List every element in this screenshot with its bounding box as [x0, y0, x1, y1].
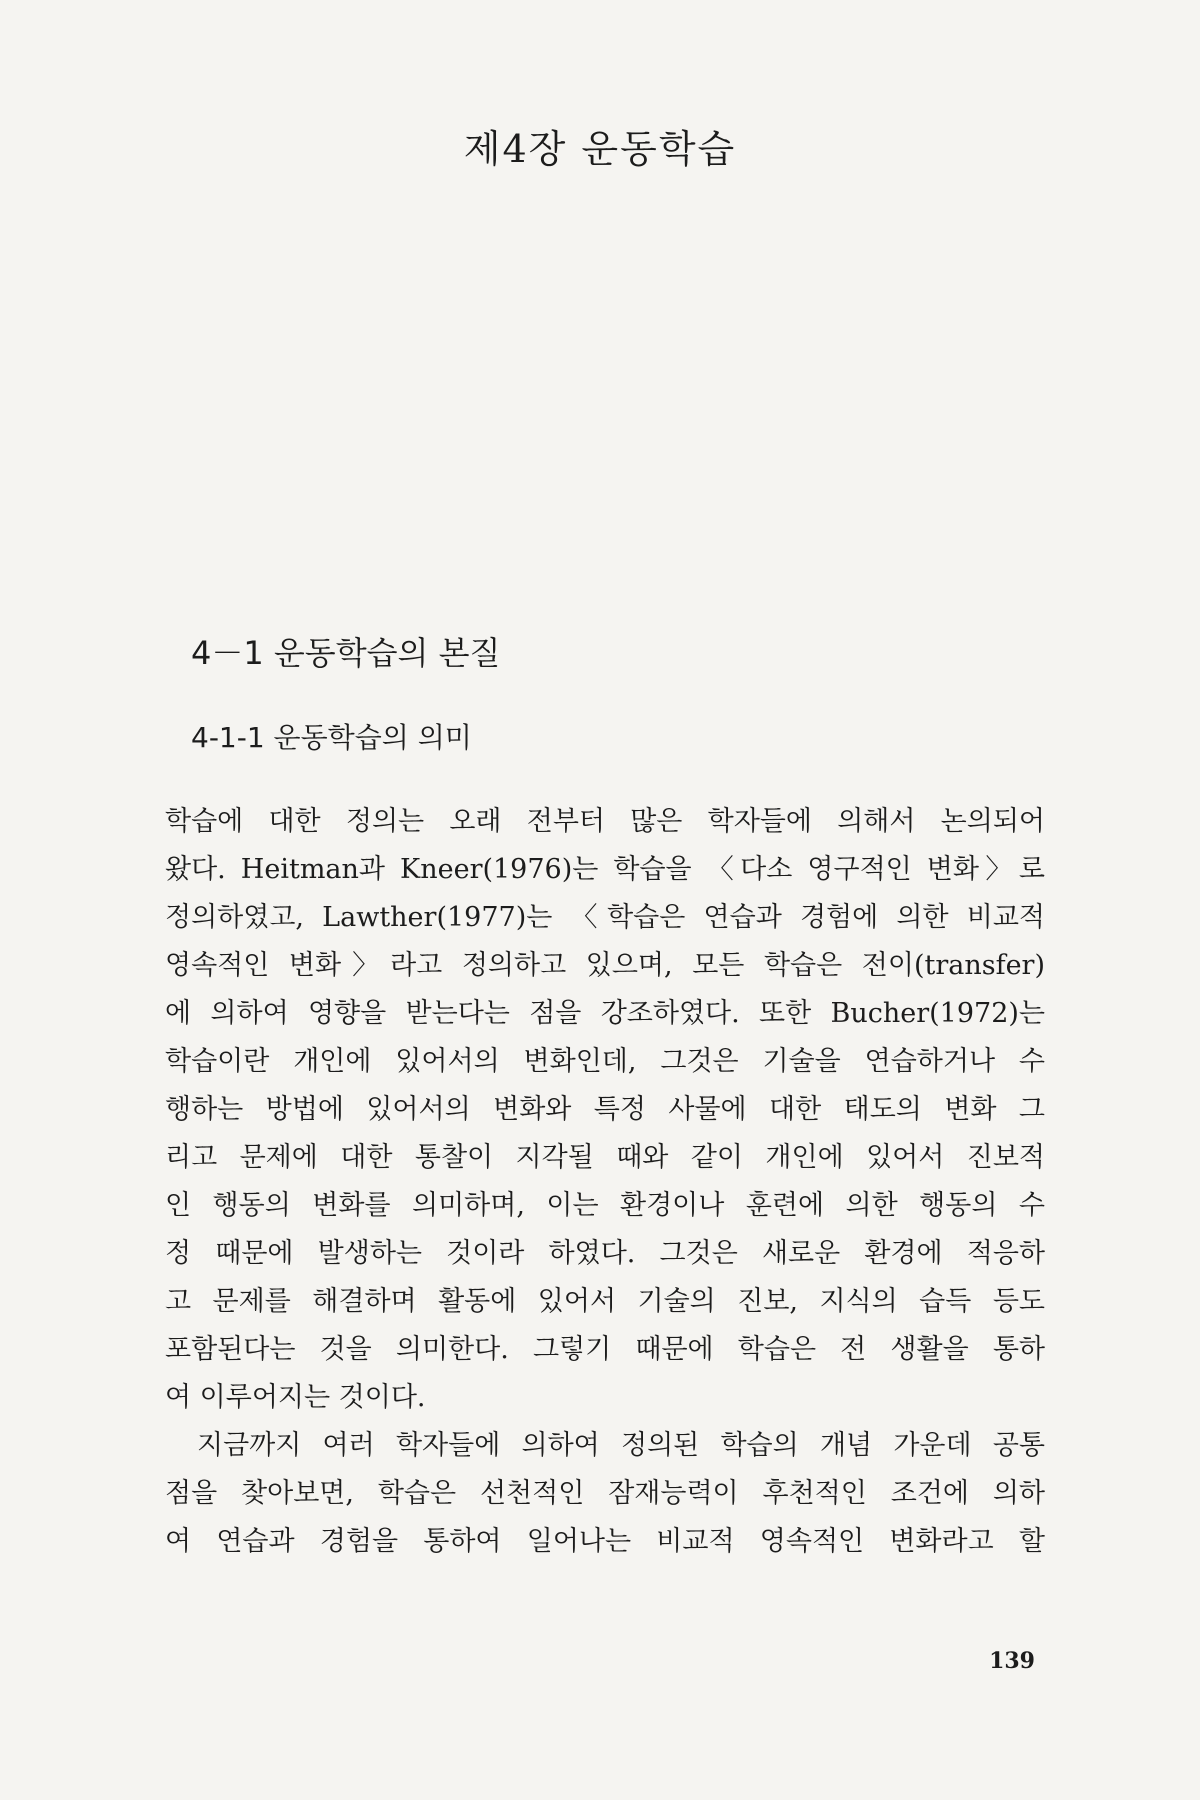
- body-line: 정의하였고, Lawther(1977)는 〈학습은 연습과 경험에 의한 비교적: [165, 902, 1045, 933]
- body-line: 학습에 대한 정의는 오래 전부터 많은 학자들에 의해서 논의되어: [165, 806, 1045, 837]
- section-title: 4－1 운동학습의 본질: [191, 634, 501, 672]
- body-line: 점을 찾아보면, 학습은 선천적인 잠재능력이 후천적인 조건에 의하: [165, 1478, 1045, 1509]
- page-number: 139: [989, 1648, 1035, 1674]
- body-line: 영속적인 변화〉라고 정의하고 있으며, 모든 학습은 전이(transfer): [165, 950, 1045, 981]
- body-line: 행하는 방법에 있어서의 변화와 특정 사물에 대한 태도의 변화 그: [165, 1094, 1045, 1125]
- chapter-title: 제4장 운동학습: [463, 127, 737, 171]
- body-text: [165, 798, 1045, 1566]
- body-line: 고 문제를 해결하며 활동에 있어서 기술의 진보, 지식의 습득 등도: [165, 1286, 1045, 1317]
- body-line: 지금까지 여러 학자들에 의하여 정의된 학습의 개념 가운데 공통: [197, 1430, 1045, 1461]
- body-line: 인 행동의 변화를 의미하며, 이는 환경이나 훈련에 의한 행동의 수: [165, 1190, 1045, 1221]
- subsection-title: 4-1-1 운동학습의 의미: [191, 721, 472, 754]
- body-line: 학습이란 개인에 있어서의 변화인데, 그것은 기술을 연습하거나 수: [165, 1046, 1045, 1077]
- body-line: 여 연습과 경험을 통하여 일어나는 비교적 영속적인 변화라고 할: [165, 1526, 1045, 1557]
- body-line: 정 때문에 발생하는 것이라 하였다. 그것은 새로운 환경에 적응하: [165, 1238, 1045, 1269]
- body-line: 리고 문제에 대한 통찰이 지각될 때와 같이 개인에 있어서 진보적: [165, 1142, 1045, 1173]
- body-line: 에 의하여 영향을 받는다는 점을 강조하였다. 또한 Bucher(1972)는: [165, 998, 1045, 1029]
- body-line: 여 이루어지는 것이다.: [165, 1382, 426, 1413]
- body-line: 포함된다는 것을 의미한다. 그렇기 때문에 학습은 전 생활을 통하: [165, 1334, 1045, 1365]
- body-line: 왔다. Heitman과 Kneer(1976)는 학습을 〈다소 영구적인 변화〉로: [165, 854, 1045, 885]
